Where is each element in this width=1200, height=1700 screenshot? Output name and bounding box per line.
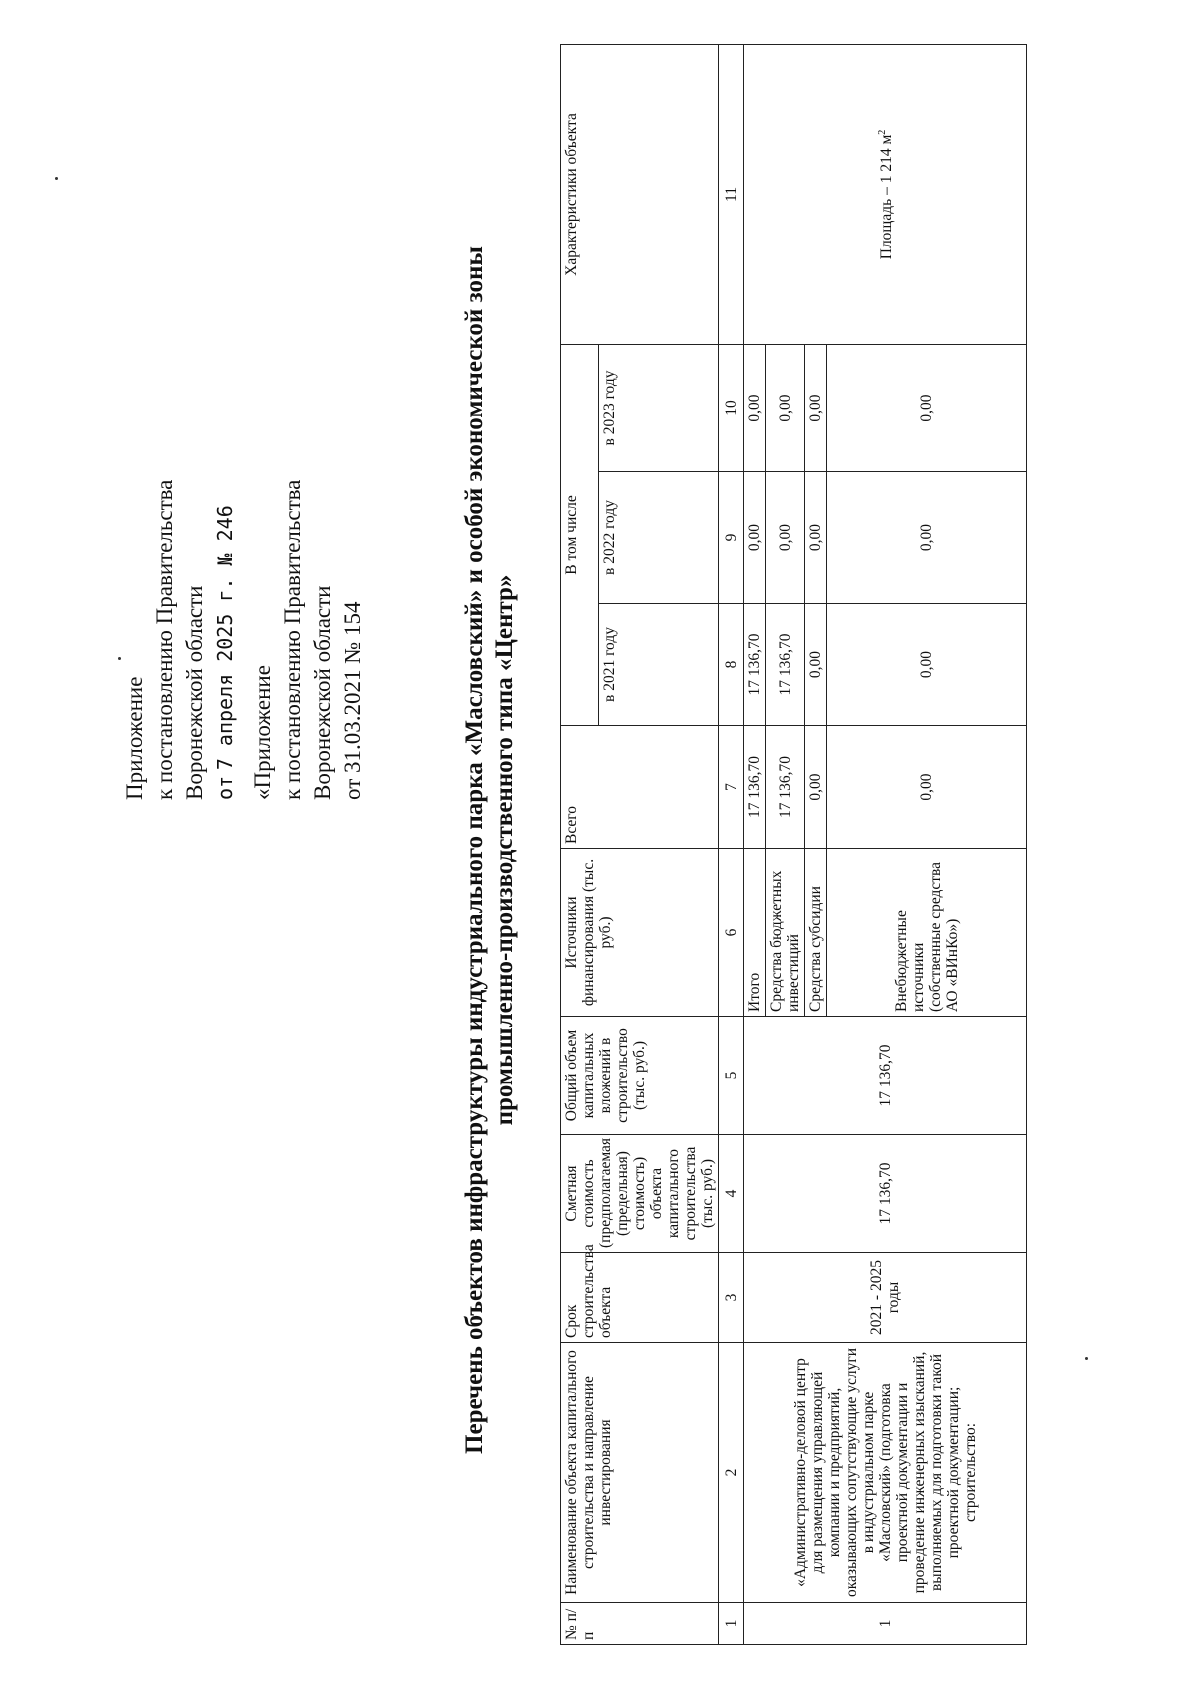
- column-number: 4: [719, 1135, 744, 1253]
- source-2021: 17 136,70: [766, 604, 805, 726]
- header-cell: Общий объем капитальных вложений в строительство (тыс. руб.): [561, 1017, 719, 1135]
- total-investment: 17 136,70: [744, 1017, 1027, 1135]
- title-line: Перечень объектов инфраструктуры индустриального парка «Масловский» и особой экономической зоны: [461, 246, 488, 1454]
- column-number: 3: [719, 1253, 744, 1343]
- characteristics-text: Площадь – 1 214 м: [878, 134, 896, 260]
- table-row: [744, 44, 766, 1644]
- scan-speck: [1085, 1357, 1088, 1360]
- header-cell: в 2021 году: [599, 604, 719, 726]
- source-2022: 0,00: [805, 472, 827, 604]
- row-number: 1: [744, 1603, 1027, 1645]
- source-2021: 17 136,70: [744, 604, 766, 726]
- header-cell: № п/п: [561, 1603, 719, 1645]
- column-number: 6: [719, 849, 744, 1017]
- source-total: 17 136,70: [744, 726, 766, 849]
- appendix-line: Приложение: [122, 676, 147, 800]
- construction-period: 2021 - 2025 годы: [744, 1253, 1027, 1343]
- table-header-row: [561, 44, 599, 1644]
- header-cell: Характеристики объекта: [561, 44, 719, 344]
- source-2023: 0,00: [744, 344, 766, 471]
- quoted-appendix-block: [248, 480, 368, 800]
- header-cell: Наименование объекта капитального строительства и направление инвестирования: [561, 1343, 719, 1603]
- header-cell: в 2023 году: [599, 344, 719, 471]
- header-cell: Источники финансирования (тыс. руб.): [561, 849, 719, 1017]
- source-label: Средства бюджетных инвестиций: [766, 849, 805, 1017]
- source-2023: 0,00: [805, 344, 827, 471]
- column-number: 10: [719, 344, 744, 471]
- source-label: Средства субсидии: [805, 849, 827, 1017]
- column-number: 11: [719, 44, 744, 344]
- appendix-line: к постановлению Правительства: [152, 479, 177, 800]
- date-prefix: от: [213, 775, 237, 800]
- column-number: 7: [719, 726, 744, 849]
- column-number: 2: [719, 1343, 744, 1603]
- source-2022: 0,00: [827, 472, 1027, 604]
- source-total: 0,00: [827, 726, 1027, 849]
- document-title: [460, 80, 520, 1620]
- source-2023: 0,00: [766, 344, 805, 471]
- table-container: [560, 45, 1027, 1645]
- title-line: промышленно-производственного типа «Центр»: [491, 574, 518, 1126]
- characteristics-sup: 2: [877, 129, 889, 135]
- scan-speck: [55, 177, 58, 180]
- source-total: 17 136,70: [766, 726, 805, 849]
- appendix-line: Воронежской области: [310, 585, 335, 800]
- header-cell: В том числе: [561, 344, 599, 725]
- header-cell: Срок строительства объекта: [561, 1253, 719, 1343]
- scan-speck: [118, 657, 121, 660]
- source-label: Внебюджетные источники (собственные средства АО «ВИнКо»): [827, 849, 1027, 1017]
- appendix-line: «Приложение: [250, 665, 275, 800]
- source-2022: 0,00: [766, 472, 805, 604]
- column-number: 9: [719, 472, 744, 604]
- column-number: 8: [719, 604, 744, 726]
- column-number: 5: [719, 1017, 744, 1135]
- objects-table: [560, 44, 1027, 1645]
- column-number: 1: [719, 1603, 744, 1645]
- appendix-block: [120, 480, 368, 800]
- source-2022: 0,00: [744, 472, 766, 604]
- appendix-line: от 31.03.2021 № 154: [340, 601, 365, 800]
- estimated-cost: 17 136,70: [744, 1135, 1027, 1253]
- header-cell: в 2022 году: [599, 472, 719, 604]
- header-cell: Сметная стоимость (предполагаемая (предельная) стоимость) объекта капитального строительства (тыс. руб.): [561, 1135, 719, 1253]
- object-characteristics: [744, 44, 1027, 344]
- handwritten-date: 7 апреля 2025 г. № 246: [213, 505, 237, 771]
- source-2021: 0,00: [805, 604, 827, 726]
- column-numbers-row: [719, 44, 744, 1644]
- header-cell: Всего: [561, 726, 719, 849]
- appendix-date: [210, 480, 240, 800]
- object-name: «Административно-деловой центр для размещения управляющей компании и предприятий, оказывающих сопутствующие услуги в индустриальном парке «Масловский» (подготовка проектной документации и проведение инженерных изысканий, выполняемых для подготовки такой проектной документации; строительство:: [744, 1343, 1027, 1603]
- source-total: 0,00: [805, 726, 827, 849]
- appendix-line: Воронежской области: [182, 585, 207, 800]
- source-label: Итого: [744, 849, 766, 1017]
- appendix-line: к постановлению Правительства: [280, 479, 305, 800]
- source-2023: 0,00: [827, 344, 1027, 471]
- source-2021: 0,00: [827, 604, 1027, 726]
